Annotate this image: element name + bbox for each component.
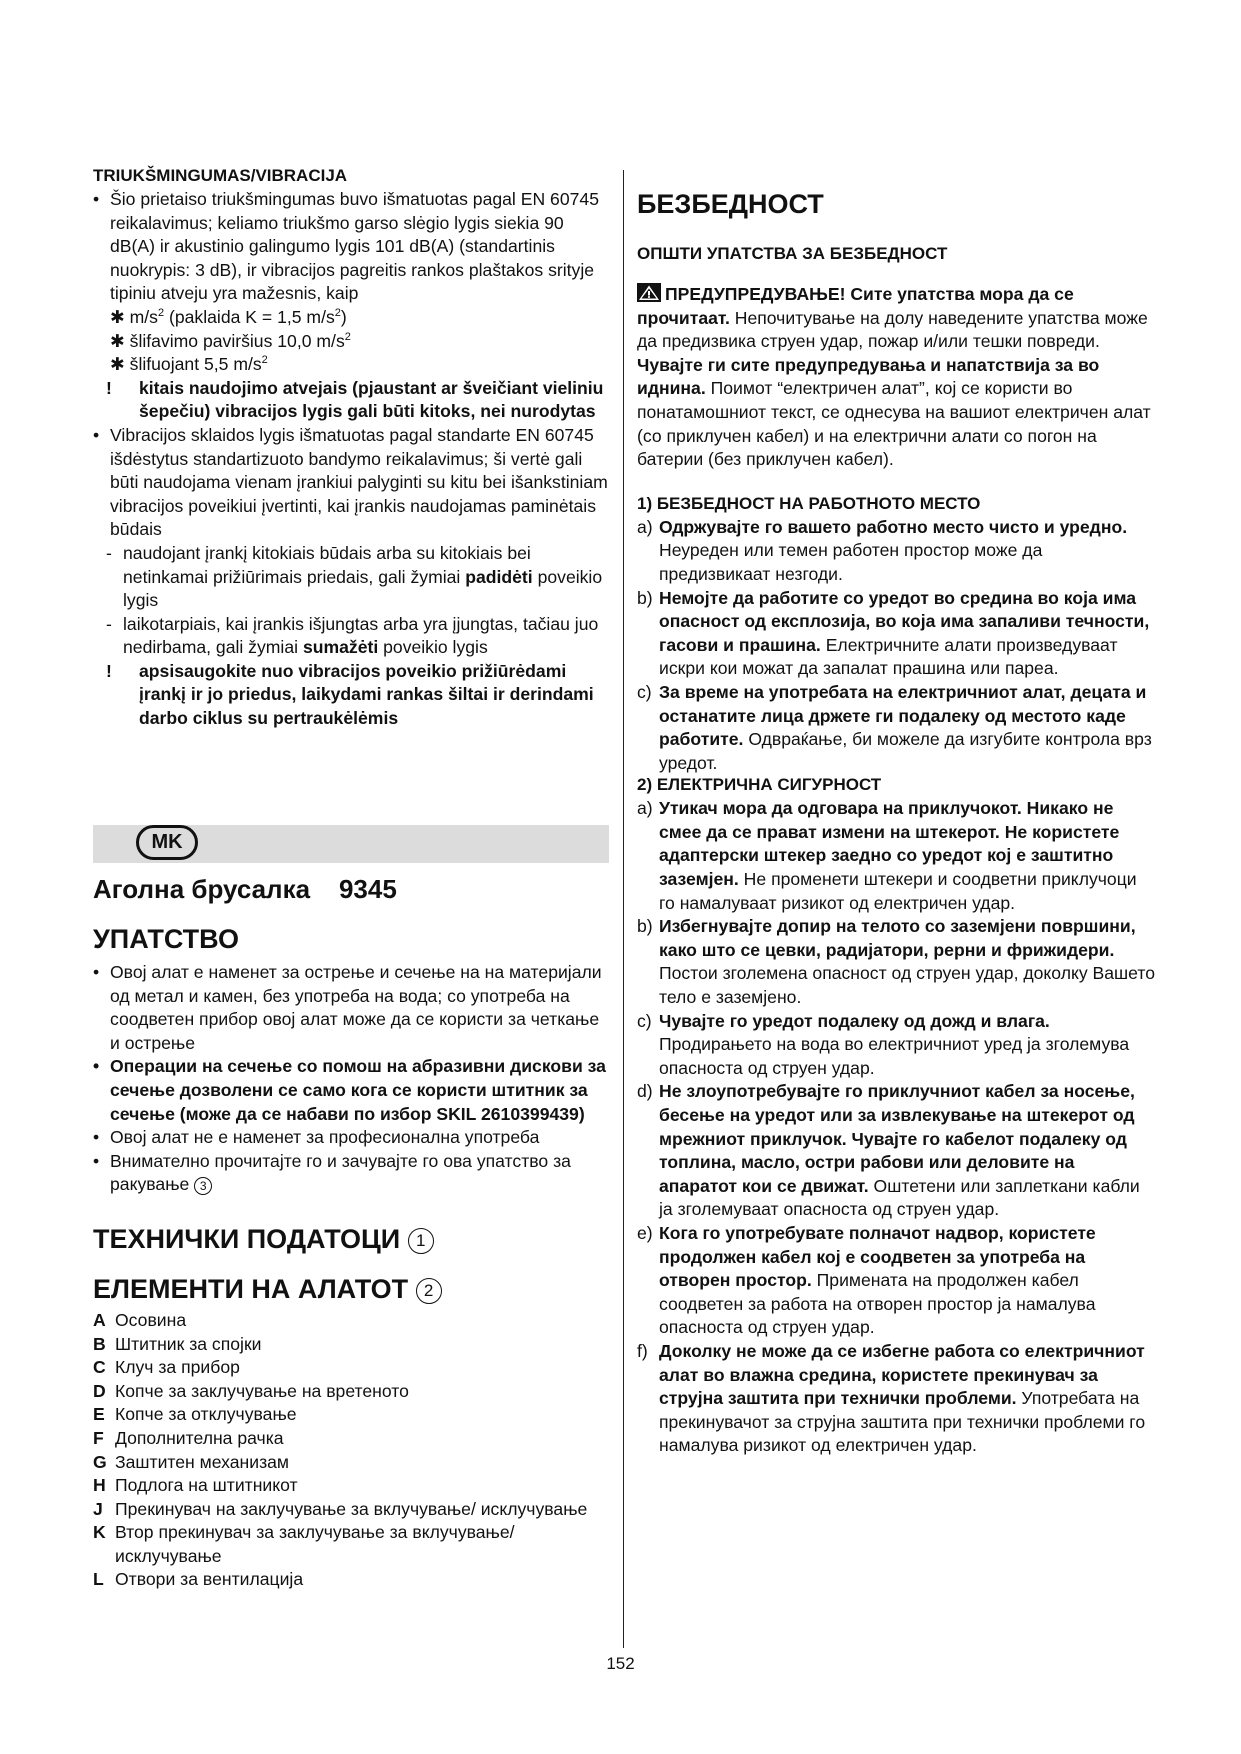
list-item xyxy=(93,1333,609,1357)
figure-ref: 2 xyxy=(416,1278,442,1304)
list-item: • Операции на сечење со помош на абразивни дискови за сечење дозволени се само кога се користи штитник за сечење (може да се набави по избор SKIL 2610399439) xyxy=(93,1056,606,1124)
list-item: - laikotarpiais, kai įrankis išjungtas arba yra įjungtas, tačiau juo nedirbama, gali žymiai sumažėti poveikio lygis xyxy=(106,613,599,658)
element-label: Осовина xyxy=(115,1309,187,1330)
warning-note: ! apsisaugokite nuo vibracijos poveikio prižiūrėdami įrankį ir jo priedus, laikydami rankas šiltai ir derindami darbo ciklus su pertraukėlėmis xyxy=(106,660,594,729)
item-bold-text: Немојте да работите со уредот во средина во која има опасност од експлозија, во која има запаливи течности, гасови и прашина. xyxy=(659,587,1150,655)
item-text: Електричните алати произведуваат искри кои можат да запалат прашина или пареа. xyxy=(659,634,1118,679)
item-marker: f) xyxy=(637,1340,648,1361)
language-band xyxy=(93,825,609,863)
mk-section xyxy=(93,873,609,1592)
element-key: K xyxy=(93,1522,106,1543)
list-item xyxy=(93,1521,609,1568)
electrical-safety-list xyxy=(637,797,1157,1458)
item-text: Примената на продолжен кабел соодветен за работа на отворен простор ја намалува опасноста од струен удар. xyxy=(659,1270,1096,1338)
vibration-value-1: ✱ $m/s^2$ (paklaida K = 1,5 $m/s^2$) xyxy=(110,306,347,327)
warning-triangle-icon xyxy=(637,283,661,302)
element-label: Копче за заклучување на вретеното xyxy=(115,1380,409,1401)
element-key: A xyxy=(93,1309,106,1330)
element-key: J xyxy=(93,1498,103,1519)
list-item xyxy=(93,1380,609,1404)
general-warning: ПРЕДУПРЕДУВАЊЕ! Сите упатства мора да се прочитаат. Непочитување на долу наведените упатства може да предизвика струен удар, пожар и/или тешки повреди. Чувајте ги сите предупредувања и напатствија за во иднина. Поимот “електричен алат”, кој се користи во понатамошниот текст, се однесува на вашиот електричен алат (со приклучен кабел) и на електрични алати со погон на батерии (без приклучен кабел). xyxy=(637,284,1151,470)
list-item xyxy=(637,1222,1157,1340)
left-column xyxy=(93,166,609,731)
element-key: D xyxy=(93,1380,106,1401)
page-number: 152 xyxy=(606,1654,635,1673)
noise-vibration-heading: TRIUKŠMINGUMAS/VIBRACIJA xyxy=(93,166,348,185)
list-item xyxy=(93,1451,609,1475)
item-text: Употребата на прекинувачот за струјна заштита при технички проблеми го намалува ризикот од електричен удар. xyxy=(659,1388,1146,1456)
list-item: • Овој алат не е наменет за професионална употреба xyxy=(93,1127,540,1148)
language-badge: MK xyxy=(136,825,198,860)
list-item xyxy=(637,1340,1157,1458)
item-bold-text: Чувајте го уредот подалеку од дожд и влага. xyxy=(659,1010,1050,1031)
item-bold-text: Утикач мора да одговара на приклучокот. Никако не смее да се прават измени на штекерот. Не користете адаптерски штекер заедно со уредот кој е заштитно заземјен. xyxy=(659,798,1120,890)
element-label: Отвори за вентилација xyxy=(115,1569,304,1590)
element-key: B xyxy=(93,1333,106,1354)
vibration-value-2: ✱ šlifavimo paviršius 10,0 $m/s^2$ xyxy=(110,330,351,351)
element-label: Заштитен механизам xyxy=(115,1451,290,1472)
figure-ref: 1 xyxy=(408,1228,434,1254)
element-label: Прекинувач на заклучување за вклучување/ исклучување xyxy=(115,1498,588,1519)
list-item xyxy=(637,797,1157,915)
list-item xyxy=(93,1498,609,1522)
vibration-value-3: ✱ šlifuojant 5,5 $m/s^2$ xyxy=(110,354,268,375)
item-marker: c) xyxy=(637,1010,652,1031)
item-bold-text: Одржувајте го вашето работно место чисто и уредно. xyxy=(659,516,1128,537)
item-marker: c) xyxy=(637,681,652,702)
list-item xyxy=(93,1356,609,1380)
electrical-safety-heading: 2) ЕЛЕКТРИЧНА СИГУРНОСТ xyxy=(637,775,882,795)
item-text: Постои зголемена опасност од струен удар, доколку Вашето тело е заземјено. xyxy=(659,963,1156,1008)
item-marker: e) xyxy=(637,1222,653,1243)
list-item: • Овој алат е наменет за острење и сечење на на материјали од метал и камен, без употреба на вода; со употреба на соодветен прибор овој алат може да се користи за четкање и острење xyxy=(93,962,602,1053)
item-bold-text: Не злоупотребувајте го приклучниот кабел за носење, бесење на уредот или за извлекување на штекерот од мрежниот приклучок. Чувајте го кабелот подалеку од топлина, масло, остри рабови или деловите на апаратот кои се движат. xyxy=(659,1081,1135,1196)
item-marker: b) xyxy=(637,916,653,937)
manual-heading: УПАТСТВО xyxy=(93,924,239,954)
list-item: - naudojant įrankį kitokiais būdais arba su kitokiais bei netinkamai prižiūrimais priedais, gali žymiai padidėti poveikio lygis xyxy=(106,542,603,611)
list-item xyxy=(637,587,1157,681)
element-label: Втор прекинувач за заклучување за вклучување/ исклучување xyxy=(115,1522,515,1566)
item-marker: a) xyxy=(637,516,653,537)
element-label: Копче за отклучување xyxy=(115,1404,297,1425)
product-title: Аголна брусалка 9345 xyxy=(93,874,397,904)
item-bold-text: Доколку не може да се избегне работа со електричниот алат во влажна средина, користете прекинувач за струјна заштита при технички проблеми. xyxy=(659,1340,1145,1409)
tool-elements-list xyxy=(93,1309,609,1592)
element-key: G xyxy=(93,1451,107,1472)
element-key: F xyxy=(93,1427,104,1448)
element-key: C xyxy=(93,1357,106,1378)
tech-data-heading: ТЕХНИЧКИ ПОДАТОЦИ 1 xyxy=(93,1223,609,1255)
item-marker: d) xyxy=(637,1081,653,1102)
item-marker: b) xyxy=(637,587,653,608)
item-text: Одвраќање, би можеле да изгубите контрола врз уредот. xyxy=(659,729,1152,773)
element-label: Дополнителна рачка xyxy=(115,1427,284,1448)
element-key: E xyxy=(93,1404,105,1425)
item-bold-text: Кога го употребувате полначот надвор, користете продолжен кабел кој е соодветен за употреба на отворен простор. xyxy=(659,1222,1096,1291)
list-item xyxy=(93,1403,609,1427)
warning-note: ! kitais naudojimo atvejais (pjaustant ar šveičiant vieliniu šepečiu) vibracijos lygis gali būti kitoks, nei nurodytas xyxy=(106,377,604,422)
tool-elements-heading: ЕЛЕМЕНТИ НА АЛАТОТ 2 xyxy=(93,1273,609,1305)
item-text: Не променети штекери и соодветни приклучоци го намалуваат ризикот од електричен удар. xyxy=(659,869,1137,913)
safety-heading: БЕЗБЕДНОСТ xyxy=(637,189,824,219)
element-key: H xyxy=(93,1475,106,1496)
list-item xyxy=(637,1080,1157,1222)
list-item xyxy=(637,516,1157,587)
item-text: Продирањето на вода во електричниот уред ја зголемува опасноста од струен удар. xyxy=(659,1034,1130,1078)
item-marker: a) xyxy=(637,798,653,819)
list-item xyxy=(93,1309,609,1333)
list-item xyxy=(637,1010,1157,1081)
item-text: Оштетени или заплеткани кабли ја зголемуваат опасноста од струен удар. xyxy=(659,1175,1140,1220)
list-item xyxy=(93,1474,609,1498)
element-label: Клуч за прибор xyxy=(115,1357,240,1378)
item-bold-text: Избегнувајте допир на телото со заземјени површини, како што се цевки, радијатори, рерни и фрижидери. xyxy=(659,916,1136,960)
right-column xyxy=(637,188,1157,1458)
list-item: • Внимателно прочитајте го и зачувајте го ова упатство за ракување 3 xyxy=(93,1150,571,1195)
list-item xyxy=(637,915,1157,1009)
column-divider xyxy=(623,170,624,1648)
element-label: Подлога на штитникот xyxy=(115,1475,298,1496)
list-item: • Šio prietaiso triukšmingumas buvo išmatuotas pagal EN 60745 reikalavimus; keliamo triukšmo garso slėgio lygis siekia 90 dB(A) ir akustinio galingumo lygis 101 dB(A) (standartinis nuokrypis: 3 dB), ir vibracijos pagreitis rankos plaštakos srityje tipiniu atveju yra mažesnis, kaip xyxy=(93,189,599,304)
workplace-safety-heading: 1) БЕЗБЕДНОСТ НА РАБОТНОТО МЕСТО xyxy=(637,493,981,513)
element-label: Штитник за спојки xyxy=(115,1333,262,1354)
workplace-safety-list xyxy=(637,516,1157,776)
item-text: Неуреден или темен работен простор може да предизвикаат незгоди. xyxy=(659,540,1043,584)
list-item xyxy=(93,1568,609,1592)
list-item xyxy=(93,1427,609,1451)
list-item: • Vibracijos sklaidos lygis išmatuotas pagal standarte EN 60745 išdėstytus standartizuoto bandymo reikalavimus; ši vertė gali būti naudojama vienam įrankiui palyginti su kitu bei išankstiniam vibracijos poveikiui įvertinti, kai įrankis naudojamas paminėtais būdais xyxy=(93,424,608,540)
general-safety-heading: ОПШТИ УПАТСТВА ЗА БЕЗБЕДНОСТ xyxy=(637,244,948,263)
item-bold-text: За време на употребата на електричниот алат, децата и останатите лица држете ги подалеку од местото каде работите. xyxy=(659,681,1147,750)
list-item xyxy=(637,681,1157,775)
element-key: L xyxy=(93,1569,104,1590)
figure-ref: 3 xyxy=(194,1177,212,1195)
